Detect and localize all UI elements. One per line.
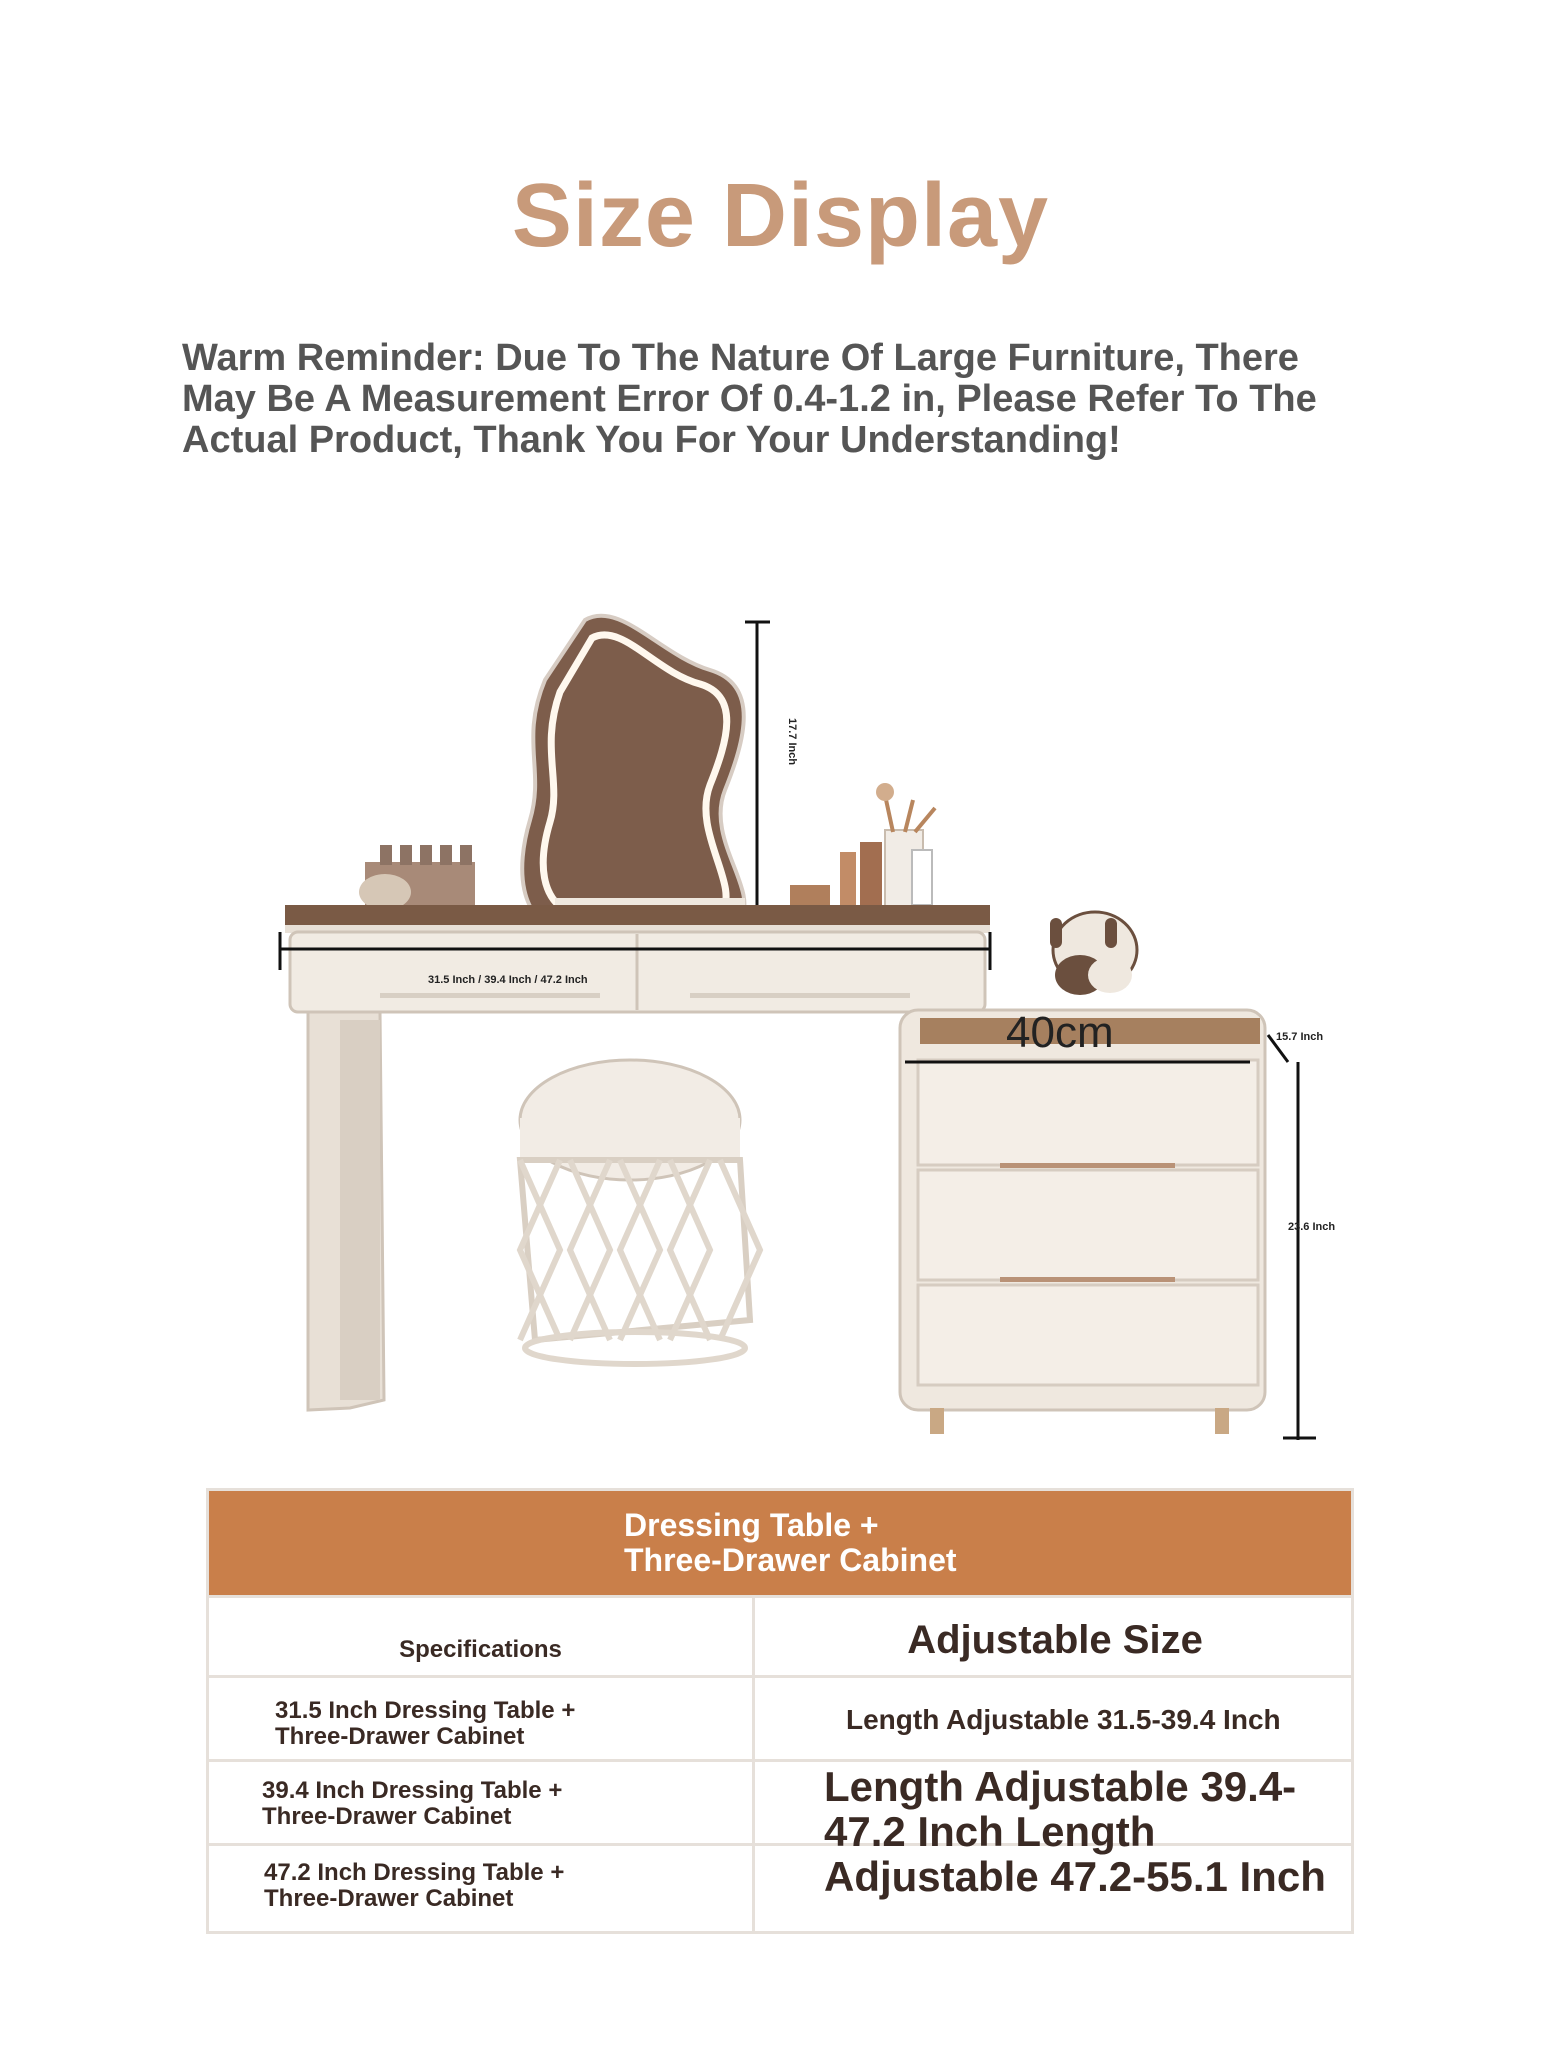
spec-line1: 39.4 Inch Dressing Table +	[262, 1777, 563, 1804]
spec-cell	[275, 1698, 575, 1750]
spec-line2: Three-Drawer Cabinet	[275, 1723, 525, 1750]
three-drawer-cabinet	[900, 1010, 1265, 1434]
warm-reminder-text: Warm Reminder: Due To The Nature Of Large Furniture, There May Be A Measurement Error Of 0.4-1.2 in, Please Refer To The Actual Product, Thank You For Your Understanding!	[182, 337, 1317, 461]
cosmetics-left	[359, 845, 475, 910]
spec-line1: 47.2 Inch Dressing Table +	[264, 1859, 565, 1886]
col-header-specifications: Specifications	[399, 1636, 562, 1663]
page-title: Size Display	[511, 166, 1050, 266]
table-row	[209, 1675, 1351, 1762]
table-header	[209, 1491, 1351, 1595]
spec-cell	[264, 1860, 564, 1912]
cabinet-depth-cm-label: 40cm	[1006, 1008, 1114, 1057]
col-header-adjustable-size: Adjustable Size	[907, 1618, 1203, 1662]
cosmetics-right	[790, 783, 935, 911]
merged-size-text: Length Adjustable 39.4-47.2 Inch Length Adjustable 47.2-55.1 Inch	[824, 1763, 1326, 1900]
table-header-line2: Three-Drawer Cabinet	[624, 1542, 957, 1578]
furniture-illustration	[0, 600, 1561, 1440]
stool	[520, 1060, 760, 1364]
furniture-drawing	[0, 600, 1561, 1440]
specifications-table	[206, 1488, 1354, 1934]
mirror-image	[522, 616, 745, 930]
table-header-line1: Dressing Table +	[624, 1507, 879, 1543]
spec-line2: Three-Drawer Cabinet	[264, 1885, 514, 1912]
mirror-height-label: 17.7 Inch	[786, 718, 798, 766]
toy-figure	[1050, 912, 1137, 995]
cabinet-height-label: 23.6 Inch	[1288, 1221, 1336, 1233]
spec-line2: Three-Drawer Cabinet	[262, 1803, 512, 1830]
spec-cell	[262, 1778, 562, 1830]
size-cell: Length Adjustable 31.5-39.4 Inch	[846, 1704, 1281, 1735]
table-length-label: 31.5 Inch / 39.4 Inch / 47.2 Inch	[428, 974, 588, 986]
spec-line1: 31.5 Inch Dressing Table +	[275, 1697, 576, 1724]
cabinet-depth-label: 15.7 Inch	[1276, 1031, 1324, 1043]
table-row	[209, 1595, 1351, 1678]
